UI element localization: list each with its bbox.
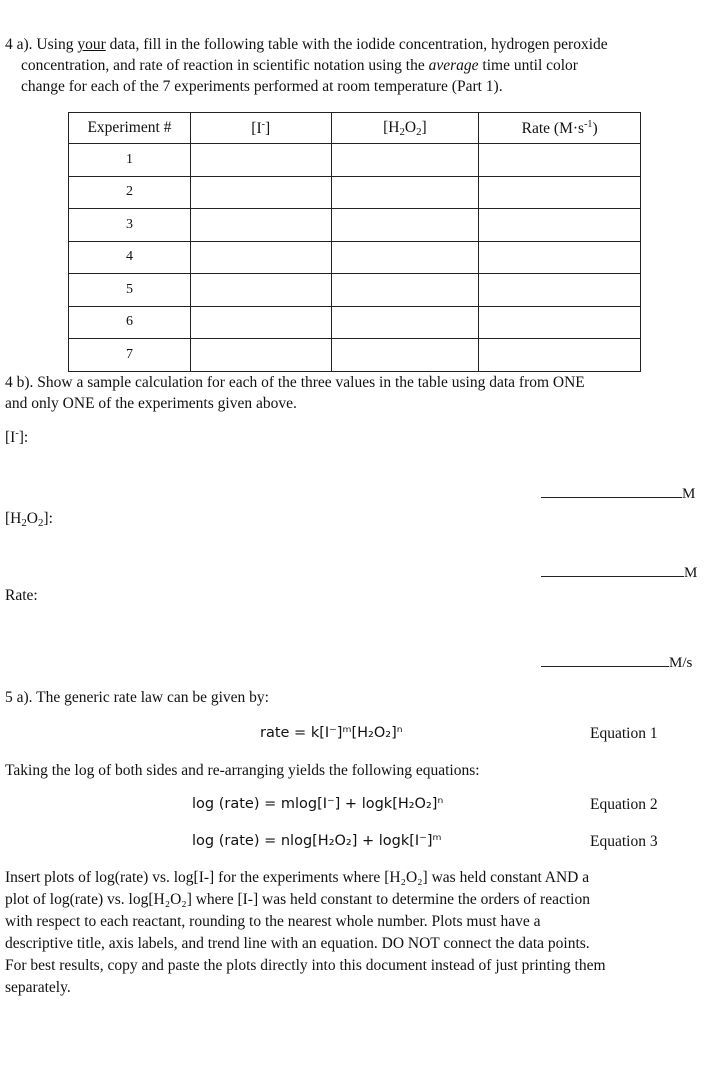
question-5a-intro: 5 a). The generic rate law can be given by: [5, 689, 269, 706]
experiment-number: 6 [69, 306, 191, 339]
table-row [69, 241, 641, 274]
q4a-line1: 4 a). Using your data, fill in the following table with the iodide concentration, hydrogen peroxide [5, 36, 608, 53]
plot-instructions-line: separately. [5, 979, 71, 996]
experiment-number: 1 [69, 144, 191, 177]
h2o2-cell[interactable] [331, 209, 479, 242]
rate-cell[interactable] [479, 339, 641, 372]
q4b-line1: 4 b). Show a sample calculation for each of the three values in the table using data from ONE [5, 374, 585, 391]
iodide-cell[interactable] [190, 176, 331, 209]
iodide-cell[interactable] [190, 339, 331, 372]
h2o2-calc-label: $[H_2O_2]$: [5, 510, 53, 529]
table-header-row [69, 113, 641, 144]
table-row [69, 209, 641, 242]
equation-3-label: Equation 3 [590, 833, 658, 850]
iodide-cell[interactable] [190, 274, 331, 307]
iodide-cell[interactable] [190, 144, 331, 177]
rate-cell[interactable] [479, 144, 641, 177]
plot-instructions-line: For best results, copy and paste the plots directly into this document instead of just printing them [5, 957, 606, 974]
plot-instructions-line: Insert plots of log(rate) vs. log[I-] for the experiments where [H₂O₂] was held constant AND a [5, 869, 590, 886]
h2o2-cell[interactable] [331, 339, 479, 372]
rate-calc-label: Rate: [5, 587, 38, 604]
log-equation-3: log (rate) = nlog[H₂O₂] + logk[I⁻]ᵐ [192, 833, 442, 849]
iodide-cell[interactable] [190, 241, 331, 274]
rate-cell[interactable] [479, 306, 641, 339]
experiment-number: 3 [69, 209, 191, 242]
h2o2-cell[interactable] [331, 274, 479, 307]
table-row [69, 144, 641, 177]
iodide-answer-line[interactable]: M [541, 486, 695, 503]
header-experiment: Experiment # [69, 113, 191, 144]
h2o2-answer-line[interactable]: M [541, 565, 697, 582]
log-intro-text: Taking the log of both sides and re-arranging yields the following equations: [5, 762, 480, 779]
q4b-line2: and only ONE of the experiments given above. [5, 395, 297, 412]
plot-instructions-line: descriptive title, axis labels, and trend line with an equation. DO NOT connect the data points. [5, 935, 590, 952]
table-row [69, 176, 641, 209]
rate-cell[interactable] [479, 176, 641, 209]
table-row [69, 339, 641, 372]
log-equation-2: log (rate) = mlog[I⁻] + logk[H₂O₂]ⁿ [192, 796, 444, 812]
question-4a [5, 34, 717, 97]
plot-instructions [5, 867, 717, 999]
rate-cell[interactable] [479, 209, 641, 242]
header-rate: Rate $(M\cdot s^{-1})$ [479, 113, 641, 144]
iodide-calc-label: [I-]: [5, 428, 29, 446]
iodide-cell[interactable] [190, 209, 331, 242]
rate-cell[interactable] [479, 274, 641, 307]
plot-instructions-line: plot of log(rate) vs. log[H₂O₂] where [I-] was held constant to determine the orders of reaction [5, 891, 590, 908]
experiment-number: 2 [69, 176, 191, 209]
h2o2-cell[interactable] [331, 306, 479, 339]
rate-answer-line[interactable]: M/s [541, 655, 692, 672]
rate-cell[interactable] [479, 241, 641, 274]
header-iodide: [I-] [190, 113, 331, 144]
equation-1-label: Equation 1 [590, 725, 658, 742]
equation-2-label: Equation 2 [590, 796, 658, 813]
experiment-number: 5 [69, 274, 191, 307]
header-h2o2: $[H_2O_2]$ [331, 113, 479, 144]
experiment-number: 7 [69, 339, 191, 372]
experiment-table [68, 112, 641, 372]
h2o2-cell[interactable] [331, 144, 479, 177]
iodide-cell[interactable] [190, 306, 331, 339]
h2o2-cell[interactable] [331, 241, 479, 274]
plot-instructions-line: with respect to each reactant, rounding to the nearest whole number. Plots must have a [5, 913, 541, 930]
q4a-line3: change for each of the 7 experiments performed at room temperature (Part 1). [21, 78, 503, 95]
table-row [69, 274, 641, 307]
q4a-line2: concentration, and rate of reaction in scientific notation using the average time until color [21, 57, 578, 74]
experiment-number: 4 [69, 241, 191, 274]
question-4b [5, 372, 717, 414]
rate-law-equation: rate = k[I⁻]ᵐ[H₂O₂]ⁿ [260, 725, 403, 741]
table-row [69, 306, 641, 339]
h2o2-cell[interactable] [331, 176, 479, 209]
